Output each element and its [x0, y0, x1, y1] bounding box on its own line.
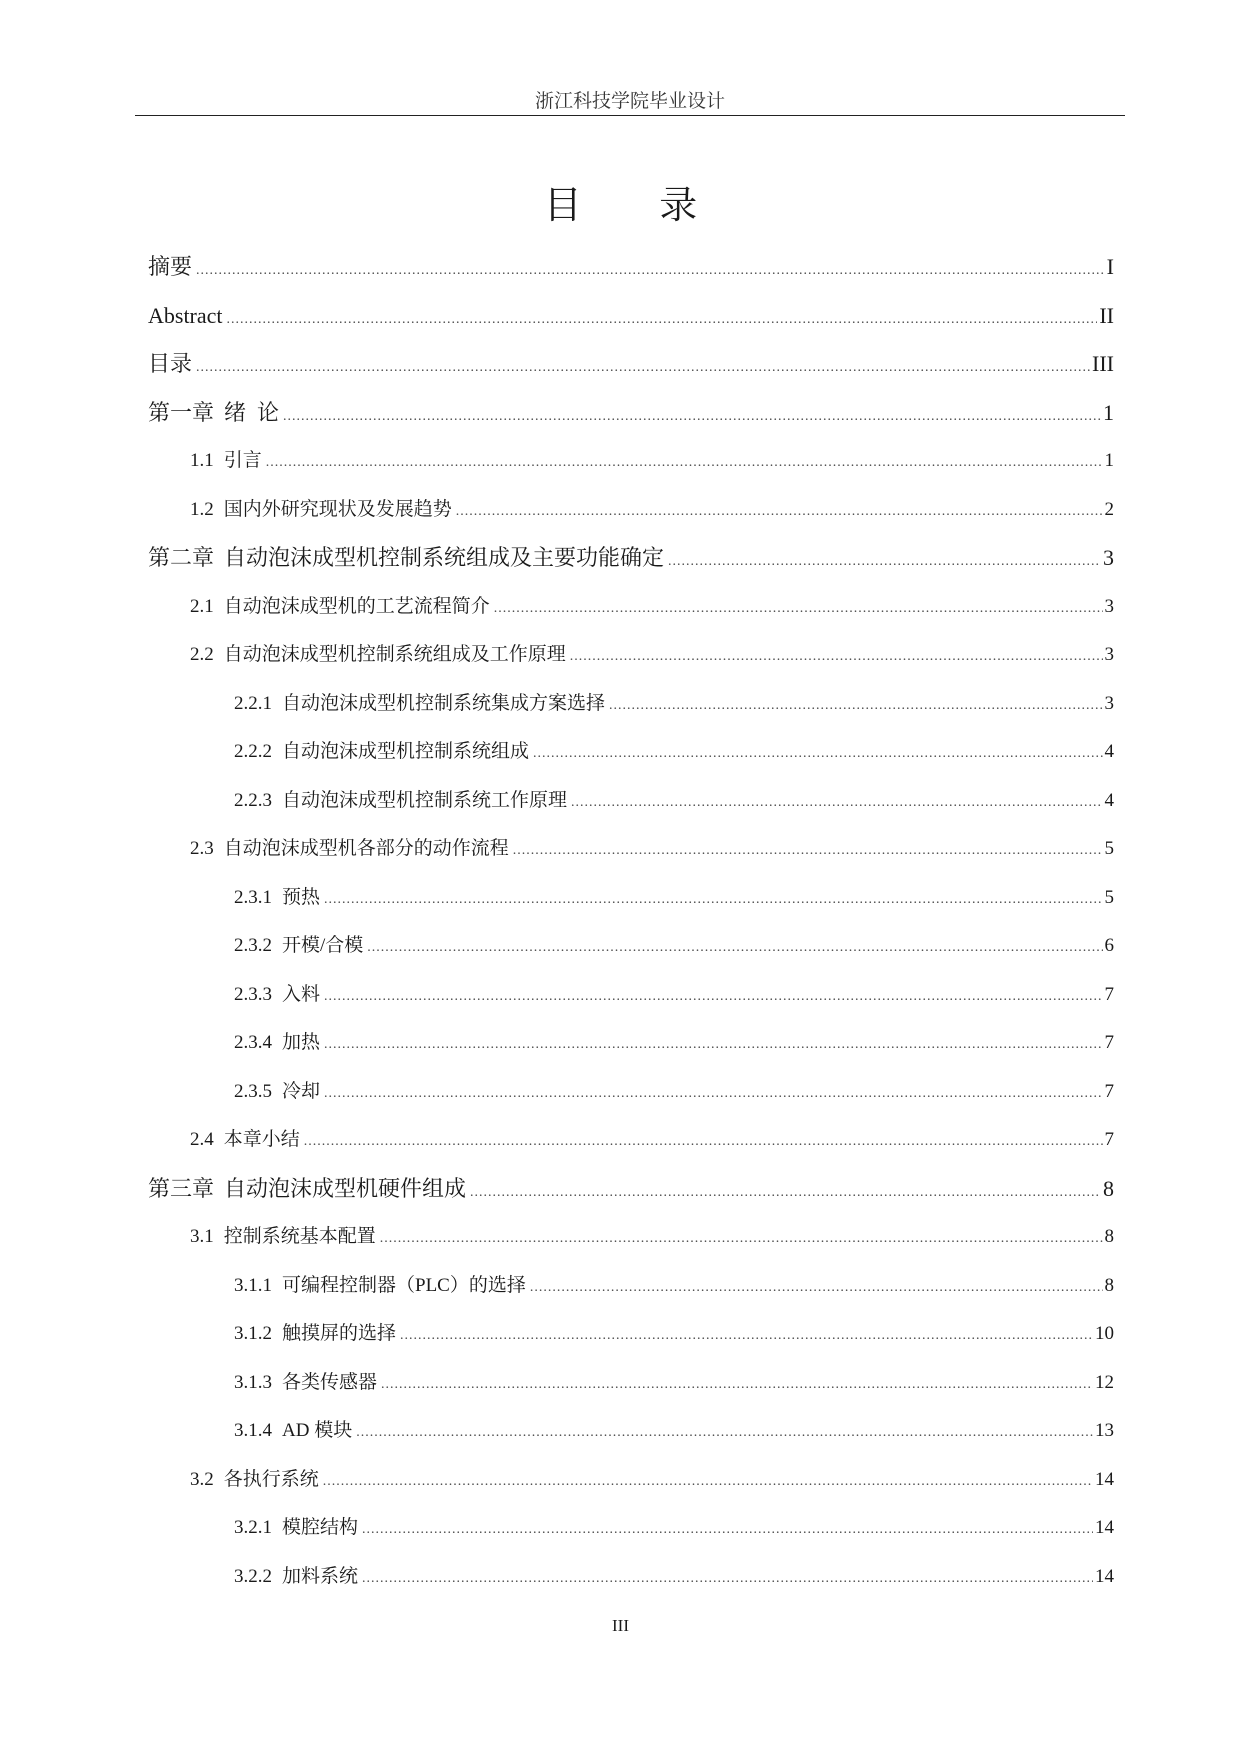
toc-entry-page: 8: [1104, 1274, 1114, 1296]
toc-entry-page: 7: [1104, 1032, 1114, 1053]
toc-entry-number: 1.1: [190, 450, 214, 471]
toc-entry-label: [234, 1407, 352, 1456]
toc-entry-text: 绪 论: [224, 399, 280, 425]
toc-entry[interactable]: [148, 486, 1114, 535]
toc-entry[interactable]: [148, 728, 1114, 777]
toc-entry-page: 1: [1104, 450, 1114, 471]
toc-entry[interactable]: [148, 389, 1114, 438]
toc-entry[interactable]: [148, 1456, 1114, 1505]
toc-entry-label: [190, 583, 490, 632]
toc-leader-dots: [609, 682, 1102, 731]
toc-entry[interactable]: [148, 1165, 1114, 1214]
toc-entry-number: 第二章: [148, 545, 215, 570]
toc-entry[interactable]: [148, 1407, 1114, 1456]
toc-entry[interactable]: [148, 437, 1114, 486]
toc-entry-page: III: [1092, 351, 1114, 376]
toc-entry-text: 自动泡沫成型机控制系统组成及工作原理: [223, 644, 566, 665]
toc-entry-number: 3.2: [190, 1468, 214, 1490]
toc-entry-label: [234, 777, 567, 826]
toc-entry-page: 3: [1104, 595, 1114, 617]
toc-entry-text: 引言: [223, 450, 262, 471]
toc-entry-page: 2: [1104, 498, 1114, 520]
toc-entry-page: 14: [1095, 1565, 1114, 1587]
toc-leader-dots: [400, 1312, 1093, 1361]
toc-entry[interactable]: [148, 1213, 1114, 1262]
toc-title: 目 录: [543, 185, 732, 227]
toc-entry-page: 13: [1095, 1420, 1114, 1441]
toc-entry-label: [148, 1165, 466, 1214]
toc-entry-number: 2.3.4: [234, 1032, 272, 1053]
toc-leader-dots: [227, 296, 1098, 345]
toc-entry[interactable]: [148, 1310, 1114, 1359]
toc-leader-dots: [470, 1169, 1101, 1218]
toc-entry-label: [234, 874, 320, 923]
toc-list: [148, 243, 1114, 1601]
toc-entry-text: 加料系统: [282, 1565, 359, 1587]
toc-entry-label: [234, 1262, 526, 1311]
toc-leader-dots: [380, 1215, 1103, 1264]
toc-entry[interactable]: [148, 777, 1114, 826]
page-number: III: [612, 1616, 629, 1635]
toc-leader-dots: [266, 439, 1103, 488]
toc-entry-text: 入料: [282, 983, 321, 1005]
toc-entry-page: 4: [1104, 789, 1114, 811]
toc-entry-number: 2.2: [190, 644, 214, 665]
toc-entry[interactable]: [148, 1359, 1114, 1408]
toc-entry[interactable]: [148, 1553, 1114, 1602]
toc-entry-page: 12: [1095, 1371, 1114, 1393]
toc-entry-page: 3: [1103, 545, 1114, 570]
toc-entry-number: 3.2.1: [234, 1517, 272, 1538]
toc-entry-text: 目录: [148, 351, 193, 376]
toc-entry-page: 14: [1095, 1468, 1114, 1490]
toc-entry-page: 7: [1104, 1080, 1114, 1102]
toc-entry-number: 2.4: [190, 1129, 214, 1150]
toc-entry-page: 4: [1104, 741, 1114, 762]
toc-entry-page: II: [1099, 302, 1114, 328]
toc-entry-page: 3: [1104, 644, 1114, 665]
header-rule: [135, 115, 1125, 116]
toc-entry[interactable]: [148, 1019, 1114, 1068]
toc-entry-number: 2.3.5: [234, 1080, 272, 1102]
toc-entry[interactable]: [148, 340, 1114, 389]
toc-entry-text: 开模/合模: [282, 935, 364, 956]
toc-leader-dots: [367, 924, 1102, 973]
toc-entry-label: [190, 631, 566, 680]
toc-entry-page: 10: [1095, 1323, 1114, 1344]
toc-leader-dots: [533, 730, 1102, 779]
toc-leader-dots: [381, 1361, 1093, 1410]
toc-entry-text: Abstract: [148, 302, 223, 328]
toc-entry[interactable]: [148, 243, 1114, 292]
toc-entry-label: [190, 486, 452, 535]
toc-leader-dots: [324, 973, 1102, 1022]
toc-entry-number: 2.3: [190, 838, 214, 859]
toc-entry-text: 预热: [282, 886, 321, 908]
toc-entry-label: [234, 1553, 358, 1602]
toc-entry-number: 3.1.1: [234, 1274, 272, 1296]
toc-entry[interactable]: [148, 922, 1114, 971]
toc-entry-text: 控制系统基本配置: [223, 1226, 376, 1247]
toc-entry-number: 2.2.2: [234, 741, 272, 762]
toc-entry-text: 模腔结构: [282, 1517, 359, 1538]
toc-leader-dots: [571, 779, 1102, 828]
toc-entry-page: 8: [1104, 1226, 1114, 1247]
toc-entry-label: [234, 1019, 320, 1068]
toc-leader-dots: [196, 247, 1105, 296]
toc-entry-label: [148, 389, 279, 438]
toc-entry-label: [190, 1456, 319, 1505]
toc-leader-dots: [323, 1458, 1093, 1507]
toc-entry-text: 摘要: [148, 254, 193, 279]
toc-entry-label: [234, 922, 363, 971]
toc-entry[interactable]: [148, 1262, 1114, 1311]
toc-entry[interactable]: [148, 1068, 1114, 1117]
toc-entry-number: 第三章: [148, 1175, 215, 1201]
toc-entry-text: 可编程控制器（PLC）的选择: [282, 1274, 526, 1296]
toc-entry-number: 2.3.2: [234, 935, 272, 956]
toc-entry-page: 1: [1103, 399, 1114, 425]
toc-leader-dots: [362, 1555, 1093, 1604]
toc-entry-text: 自动泡沫成型机控制系统工作原理: [282, 789, 568, 811]
running-header: 浙江科技学院毕业设计: [534, 91, 725, 112]
toc-entry-number: 1.2: [190, 498, 214, 520]
toc-entry[interactable]: [148, 534, 1114, 583]
toc-entry-text: 各执行系统: [223, 1468, 319, 1490]
toc-leader-dots: [570, 633, 1103, 682]
toc-entry-text: 国内外研究现状及发展趋势: [223, 498, 452, 520]
toc-entry-label: [148, 340, 192, 389]
toc-leader-dots: [356, 1409, 1093, 1458]
toc-entry-page: 5: [1104, 838, 1114, 859]
toc-leader-dots: [196, 344, 1090, 393]
toc-entry[interactable]: [148, 680, 1114, 729]
toc-leader-dots: [494, 585, 1103, 634]
toc-entry-page: 3: [1104, 692, 1114, 714]
toc-leader-dots: [304, 1118, 1103, 1167]
toc-entry-label: [234, 1504, 358, 1553]
toc-entry-page: 8: [1103, 1175, 1114, 1201]
toc-entry-text: 冷却: [282, 1080, 321, 1102]
toc-entry-label: [234, 1310, 396, 1359]
toc-leader-dots: [530, 1264, 1103, 1313]
toc-entry-label: [234, 1359, 377, 1408]
toc-entry[interactable]: [148, 583, 1114, 632]
toc-leader-dots: [456, 488, 1103, 537]
toc-entry-text: AD 模块: [282, 1420, 353, 1441]
toc-entry-text: 自动泡沫成型机控制系统组成: [282, 741, 530, 762]
toc-entry-number: 2.1: [190, 595, 214, 617]
toc-entry-page: 5: [1104, 886, 1114, 908]
toc-entry-number: 3.1: [190, 1226, 214, 1247]
toc-entry[interactable]: [148, 874, 1114, 923]
toc-entry-label: [148, 292, 223, 341]
toc-entry-label: [234, 728, 529, 777]
toc-entry-number: 第一章: [148, 399, 215, 425]
toc-leader-dots: [362, 1506, 1093, 1555]
toc-leader-dots: [668, 538, 1101, 587]
toc-entry-number: 2.3.1: [234, 886, 272, 908]
toc-entry-text: 自动泡沫成型机的工艺流程简介: [223, 595, 490, 617]
toc-entry-number: 3.2.2: [234, 1565, 272, 1587]
toc-entry[interactable]: [148, 631, 1114, 680]
toc-entry[interactable]: [148, 1116, 1114, 1165]
toc-entry-text: 各类传感器: [282, 1371, 378, 1393]
toc-entry[interactable]: [148, 971, 1114, 1020]
toc-entry-label: [190, 437, 262, 486]
toc-entry-page: 7: [1104, 1129, 1114, 1150]
toc-entry-page: 7: [1104, 983, 1114, 1005]
toc-entry-text: 触摸屏的选择: [282, 1323, 397, 1344]
toc-entry-number: 3.1.4: [234, 1420, 272, 1441]
toc-entry-text: 自动泡沫成型机硬件组成: [224, 1175, 467, 1201]
toc-entry-page: I: [1106, 254, 1114, 279]
toc-entry-number: 3.1.3: [234, 1371, 272, 1393]
toc-entry-label: [190, 1116, 300, 1165]
toc-entry-number: 2.3.3: [234, 983, 272, 1005]
toc-entry-label: [148, 243, 192, 292]
toc-leader-dots: [513, 827, 1103, 876]
toc-entry-number: 2.2.3: [234, 789, 272, 811]
toc-entry-label: [234, 971, 320, 1020]
toc-leader-dots: [324, 1021, 1102, 1070]
toc-entry-number: 3.1.2: [234, 1323, 272, 1344]
toc-leader-dots: [283, 393, 1101, 442]
toc-leader-dots: [324, 1070, 1102, 1119]
toc-entry-page: 14: [1095, 1517, 1114, 1538]
toc-leader-dots: [324, 876, 1102, 925]
toc-entry[interactable]: [148, 292, 1114, 341]
toc-entry-label: [148, 534, 664, 583]
toc-entry-label: [190, 825, 509, 874]
toc-entry-text: 自动泡沫成型机控制系统集成方案选择: [282, 692, 606, 714]
toc-entry[interactable]: [148, 825, 1114, 874]
toc-entry-page: 6: [1104, 935, 1114, 956]
toc-entry-label: [234, 1068, 320, 1117]
toc-entry-text: 自动泡沫成型机各部分的动作流程: [223, 838, 509, 859]
toc-entry-label: [190, 1213, 376, 1262]
toc-entry-text: 本章小结: [223, 1129, 300, 1150]
toc-entry[interactable]: [148, 1504, 1114, 1553]
toc-entry-text: 自动泡沫成型机控制系统组成及主要功能确定: [224, 545, 665, 570]
toc-entry-text: 加热: [282, 1032, 321, 1053]
toc-entry-label: [234, 680, 605, 729]
toc-entry-number: 2.2.1: [234, 692, 272, 714]
